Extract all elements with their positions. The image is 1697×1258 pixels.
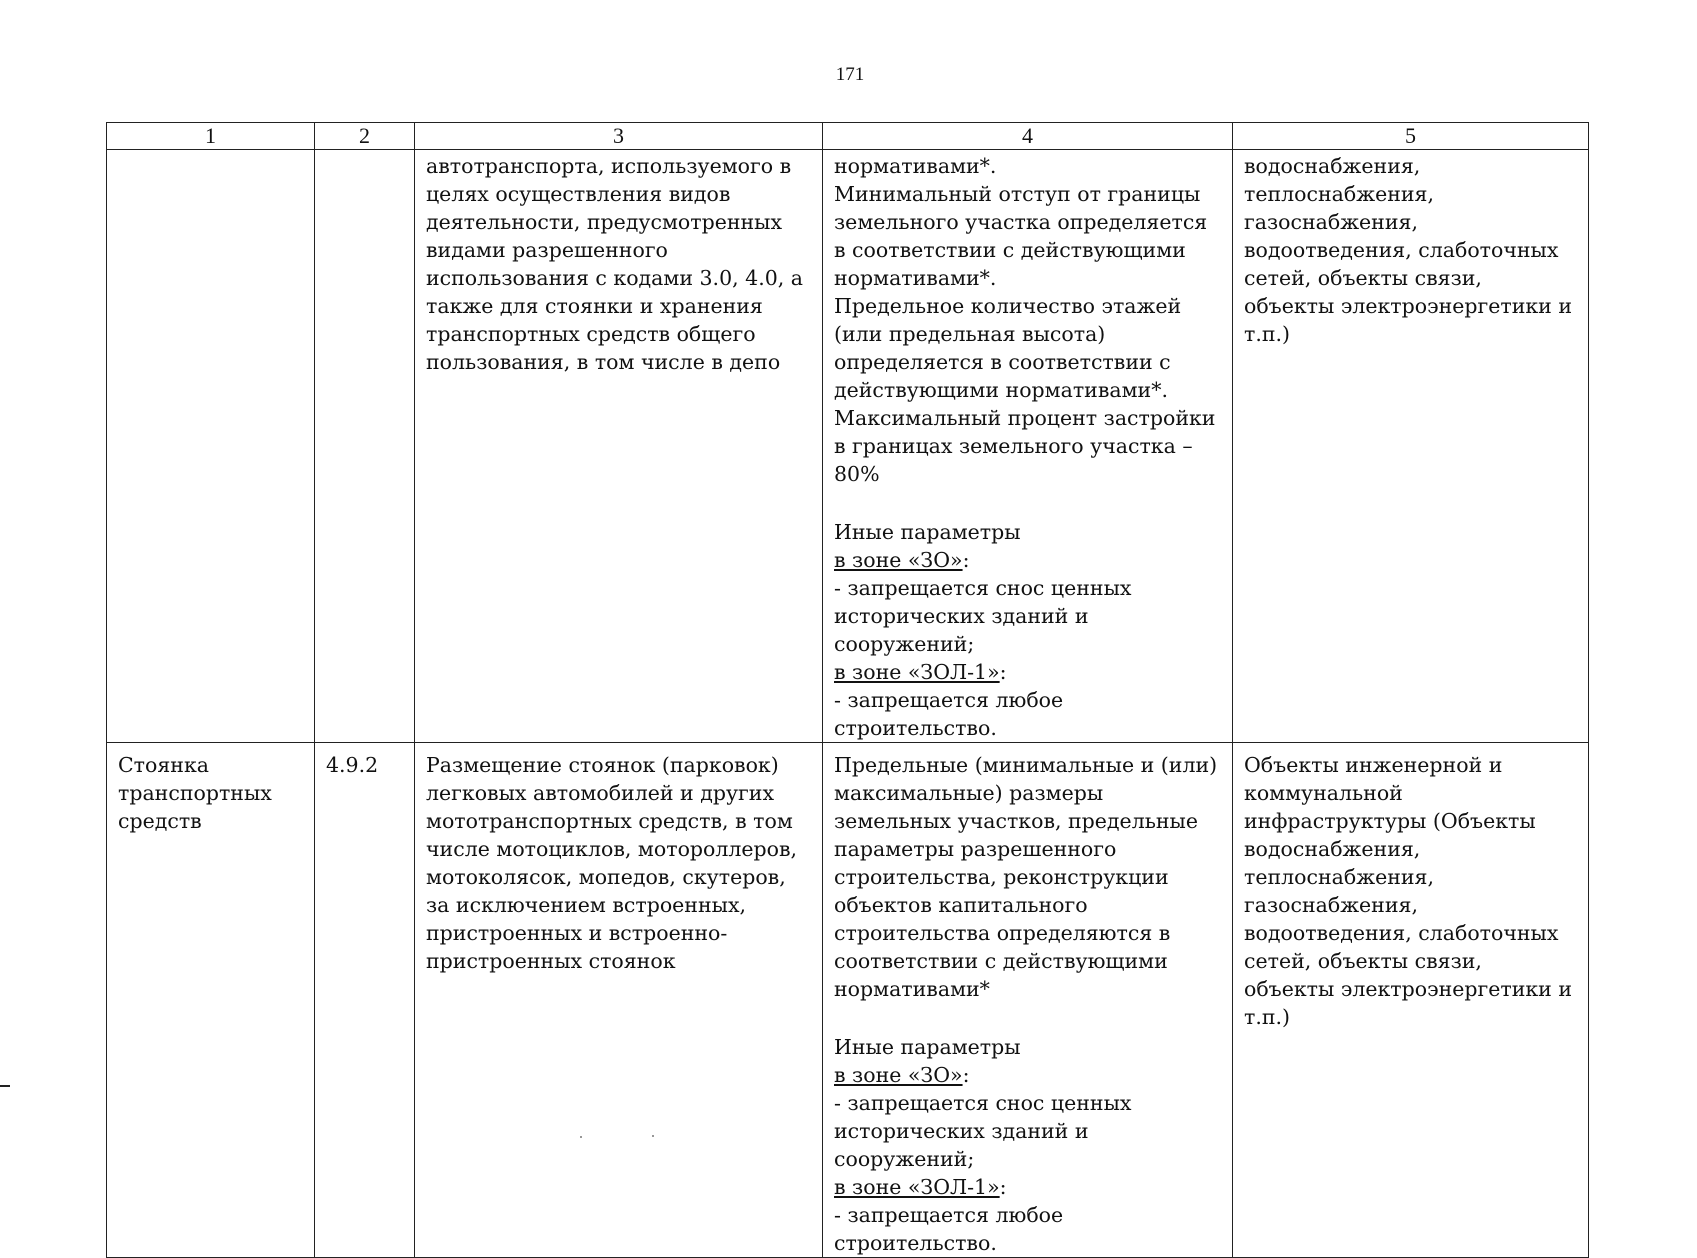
row2-objects-cell: Объекты инженерной и коммунальной инфраструктуры (Объекты водоснабжения, теплоснабжения, газоснабжения, водоотведения, слаботочных сетей, объекты связи, объекты электроэнергетики и т.п.) bbox=[1233, 743, 1589, 1258]
page-number: 171 bbox=[835, 64, 865, 85]
row1-zone-zol-colon: : bbox=[999, 660, 1007, 684]
row2-name-cell: Стоянка транспортных средств bbox=[107, 743, 315, 1258]
row1-zone-zol-text: - запрещается любое строительство. bbox=[834, 688, 1064, 740]
row2-parameters-main: Предельные (минимальные и (или) максимальные) размеры земельных участков, предельные параметры разрешенного строительства, реконструкции объектов капитального строительства определяются в соответствии с действующими нормативами* bbox=[834, 753, 1218, 1001]
row1-code-cell bbox=[315, 150, 415, 743]
row1-parameters-cell bbox=[823, 150, 1233, 743]
row2-description-cell: Размещение стоянок (парковок) легковых автомобилей и других мототранспортных средств, в том числе мотоциклов, мотороллеров, мотоколясок, мопедов, скутеров, за исключением встроенных, пристроенных и встроенно-пристроенных стоянок bbox=[415, 743, 823, 1258]
table-row bbox=[107, 150, 1589, 743]
regulations-table bbox=[106, 122, 1589, 1258]
row1-zone-zo-label: в зоне «ЗО» bbox=[834, 548, 963, 572]
row1-description-cell: автотранспорта, используемого в целях осуществления видов деятельности, предусмотренных видами разрешенного использования с кодами 3.0, 4.0, а также для стоянки и хранения транспортных средств общего пользования, в том числе в депо bbox=[415, 150, 823, 743]
row1-objects-cell: водоснабжения, теплоснабжения, газоснабжения, водоотведения, слаботочных сетей, объекты связи, объекты электроэнергетики и т.п.) bbox=[1233, 150, 1589, 743]
header-col-4: 4 bbox=[823, 123, 1233, 150]
row2-zone-zol-text: - запрещается любое строительство. bbox=[834, 1203, 1064, 1255]
row1-zone-zol-label: в зоне «ЗОЛ-1» bbox=[834, 660, 1000, 684]
row2-zone-zo-label: в зоне «ЗО» bbox=[834, 1063, 963, 1087]
row1-zone-zo-text: - запрещается снос ценных исторических зданий и сооружений; bbox=[834, 576, 1132, 656]
header-col-3: 3 bbox=[415, 123, 823, 150]
row1-zone-zo-colon: : bbox=[962, 548, 970, 572]
scan-margin-mark bbox=[0, 1085, 10, 1087]
scan-specks bbox=[580, 1135, 660, 1139]
header-col-1: 1 bbox=[107, 123, 315, 150]
row1-name-cell bbox=[107, 150, 315, 743]
row1-other-params-title: Иные параметры bbox=[834, 520, 1021, 544]
row2-other-params-title: Иные параметры bbox=[834, 1035, 1021, 1059]
row2-code-cell: 4.9.2 bbox=[315, 743, 415, 1258]
table-row bbox=[107, 743, 1589, 1258]
row1-parameters-main: нормативами*. Минимальный отступ от границы земельного участка определяется в соответствии с действующими нормативами*. Предельное количество этажей (или предельная высота) определяется в соответствии с действующими нормативами*. Максимальный процент застройки в границах земельного участка – 80% bbox=[834, 154, 1216, 486]
row2-zone-zo-text: - запрещается снос ценных исторических зданий и сооружений; bbox=[834, 1091, 1132, 1171]
header-col-5: 5 bbox=[1233, 123, 1589, 150]
row2-zone-zol-colon: : bbox=[999, 1175, 1007, 1199]
row2-zone-zo-colon: : bbox=[962, 1063, 970, 1087]
header-row bbox=[107, 123, 1589, 150]
row2-parameters-cell bbox=[823, 743, 1233, 1258]
row2-zone-zol-label: в зоне «ЗОЛ-1» bbox=[834, 1175, 1000, 1199]
header-col-2: 2 bbox=[315, 123, 415, 150]
